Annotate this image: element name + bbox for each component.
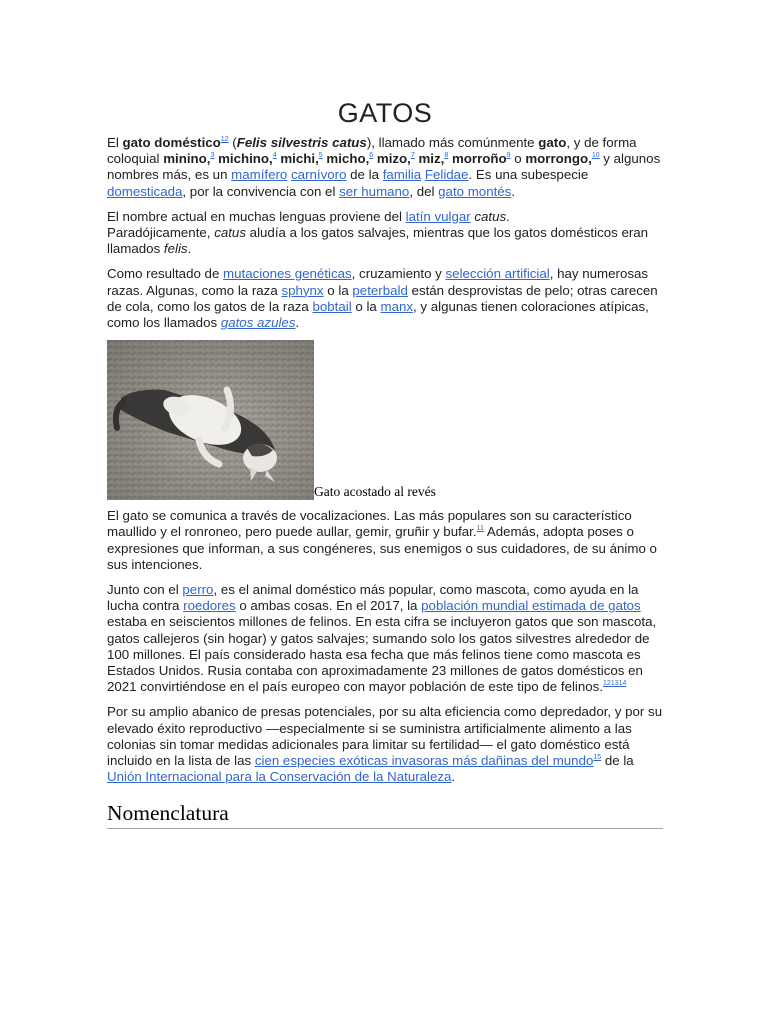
- text: , hay numerosas razas. Algunas, como la raza: [107, 266, 649, 298]
- bold-term: morrongo,: [525, 151, 592, 167]
- bold-term: gato: [538, 135, 567, 150]
- text: , es el animal doméstico más popular, como mascota, como ayuda en la lucha contra: [107, 582, 639, 614]
- text: Como resultado de: [107, 266, 224, 282]
- figure: [107, 340, 663, 500]
- italic-term: catus: [474, 208, 507, 224]
- link-bobtail[interactable]: bobtail: [312, 298, 352, 314]
- article: [107, 98, 663, 829]
- text: aludía a los gatos salvajes, mientras que los gatos domésticos eran llamados: [107, 225, 649, 257]
- italic-term: catus: [214, 225, 246, 241]
- text: Junto con el: [107, 582, 183, 598]
- scientific-name: Felis silvestris catus: [236, 135, 367, 150]
- bold-term: michino,: [218, 151, 273, 167]
- citation-link[interactable]: 9: [506, 152, 511, 160]
- text: o la: [351, 298, 381, 314]
- bold-term: mizo,: [376, 151, 411, 167]
- citation-link[interactable]: 6: [369, 152, 374, 160]
- link-ser-humano[interactable]: ser humano: [339, 183, 410, 199]
- bold-term: micho,: [326, 151, 370, 167]
- section-heading: Nomenclatura: [107, 801, 663, 829]
- link-mamifero[interactable]: mamífero: [231, 167, 288, 183]
- citation-link[interactable]: 15: [593, 754, 602, 762]
- paragraph-population: [107, 582, 663, 695]
- text: , por la convivencia con el: [182, 183, 340, 199]
- link-domesticada[interactable]: domesticada: [107, 183, 183, 199]
- paragraph-invasive: [107, 704, 663, 785]
- text: o ambas cosas. En el 2017, la: [235, 598, 422, 614]
- link-gatos-azules[interactable]: gatos azules: [220, 315, 296, 331]
- text: estaba en seiscientos millones de felinos. En esta cifra se incluyeron gatos que son mascota, gatos callejeros (sin hogar) y gatos salvajes; sumando solo los gatos silvestres alrededor de 100 millones. El país considerado hasta esa fecha que más felinos tiene como mascota es Estados Unidos. Rusia contaba con aproximadamente 23 millones de gatos domésticos en 2021 convirtiéndose en el país europeo con mayor población de este tipo de felinos.: [107, 614, 657, 695]
- citation-link[interactable]: 10: [591, 152, 600, 160]
- citation-link[interactable]: 3: [210, 152, 215, 160]
- text: Paradójicamente,: [107, 225, 215, 241]
- citation-link[interactable]: 5: [318, 152, 323, 160]
- text: están desprovistas de pelo; otras carecen de cola, como los gatos de la raza: [107, 282, 658, 314]
- text: de la: [346, 167, 383, 183]
- bold-term: morroño: [451, 151, 507, 167]
- link-latin-vulgar[interactable]: latín vulgar: [405, 208, 471, 224]
- link-seleccion-artificial[interactable]: selección artificial: [445, 266, 550, 282]
- text: o la: [323, 282, 353, 298]
- link-manx[interactable]: manx: [380, 298, 414, 314]
- text: .: [187, 241, 192, 257]
- bold-term: minino,: [163, 151, 211, 167]
- text: , cruzamiento y: [351, 266, 446, 282]
- citation-link[interactable]: 7: [410, 152, 415, 160]
- link-sphynx[interactable]: sphynx: [281, 282, 324, 298]
- text: , y de forma coloquial: [107, 135, 637, 167]
- text: y algunos nombres más, es un: [107, 151, 661, 183]
- link-mutaciones-geneticas[interactable]: mutaciones genéticas: [223, 266, 352, 282]
- bold-term: michi,: [280, 151, 319, 167]
- italic-term: felis: [163, 241, 188, 257]
- citation-link[interactable]: 8: [444, 152, 449, 160]
- text: El gato se comunica a través de vocalizaciones. Las más populares son su característico maullido y el ronroneo, pero puede aullar, gemir, gruñir y bufar.: [107, 508, 632, 540]
- link-carnivoro[interactable]: carnívoro: [291, 167, 347, 183]
- paragraph-intro: [107, 135, 663, 200]
- text: El nombre actual en muchas lenguas proviene del: [107, 208, 406, 224]
- citation-link[interactable]: 4: [272, 152, 277, 160]
- text: .: [451, 769, 456, 785]
- text: .: [511, 183, 516, 199]
- link-uicn[interactable]: Unión Internacional para la Conservación de la Naturaleza: [107, 769, 452, 785]
- text: (: [228, 135, 237, 150]
- paragraph-etymology: [107, 209, 663, 258]
- text: El: [107, 135, 123, 150]
- link-cien-especies[interactable]: cien especies exóticas invasoras más dañinas del mundo: [254, 753, 594, 769]
- bold-term: miz,: [418, 151, 445, 167]
- text: de la: [601, 753, 634, 769]
- text: .: [506, 208, 510, 224]
- text: .: [295, 315, 300, 331]
- citation-link[interactable]: 11: [476, 525, 484, 533]
- text: ), llamado más comúnmente: [366, 135, 539, 150]
- bold-term: gato doméstico: [122, 135, 221, 150]
- text: , y algunas tienen coloraciones atípicas, como los llamados: [107, 298, 649, 331]
- link-gato-montes[interactable]: gato montés: [438, 183, 512, 199]
- link-roedores[interactable]: roedores: [183, 598, 236, 614]
- text: . Es una subespecie: [468, 167, 589, 183]
- citation-link[interactable]: 12: [220, 136, 229, 143]
- paragraph-breeds: [107, 266, 663, 331]
- link-perro[interactable]: perro: [182, 582, 214, 598]
- link-peterbald[interactable]: peterbald: [352, 282, 408, 298]
- text: , del: [409, 183, 439, 199]
- text: Por su amplio abanico de presas potenciales, por su alta eficiencia como depredador, y por su elevado éxito reproductivo —especialmente si se suministra artificialmente alimento a las colonias sin tomar medidas adicionales para limitar su fertilidad— el gato doméstico está incluido en la lista de las: [107, 704, 663, 769]
- citation-link[interactable]: 121314: [603, 680, 627, 688]
- text: o: [510, 151, 526, 167]
- figure-caption: Gato acostado al revés: [314, 484, 436, 500]
- paragraph-communication: [107, 508, 663, 573]
- link-poblacion-mundial[interactable]: población mundial estimada de gatos: [421, 598, 641, 614]
- link-familia[interactable]: familia: [382, 167, 422, 183]
- link-felidae[interactable]: Felidae: [424, 167, 469, 183]
- text: Además, adopta poses o expresiones que informan, a sus congéneres, sus enemigos o sus cuidadores, de su ánimo o sus intenciones.: [107, 524, 657, 572]
- page-title: GATOS: [337, 98, 433, 128]
- cat-photo: [107, 340, 314, 500]
